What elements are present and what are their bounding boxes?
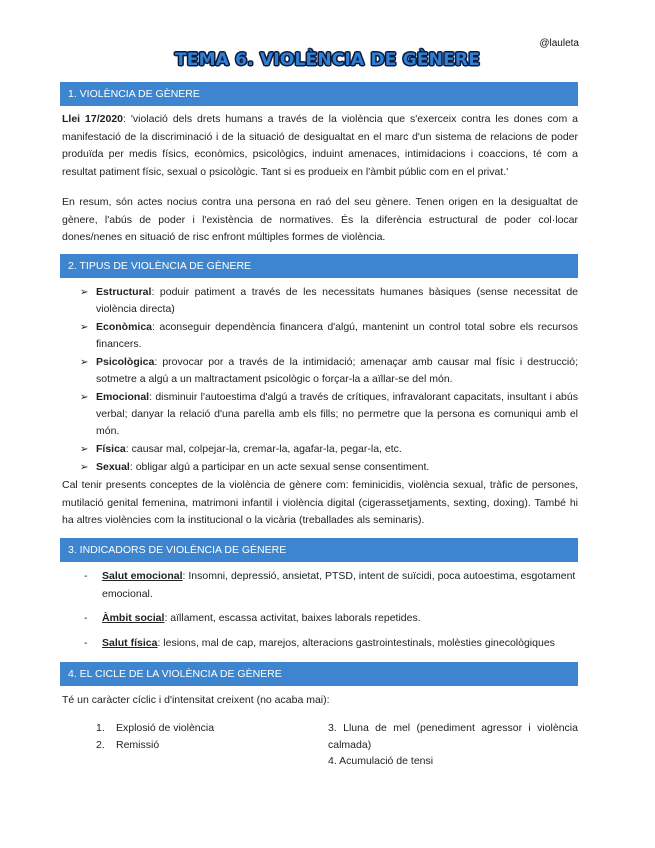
dash-bullet-icon: - <box>84 612 88 624</box>
list-item <box>62 284 578 318</box>
type-term: Estructural <box>96 286 152 298</box>
list-item <box>62 459 578 476</box>
indicator-term: Àmbit social <box>102 612 165 624</box>
indicators-list <box>62 568 578 659</box>
item-number: 2. <box>96 738 105 751</box>
cycle-intro: Té un caràcter cíclic i d'intensitat creixent (no acaba mai): <box>62 694 330 706</box>
cycle-list-left <box>96 720 296 753</box>
arrow-bullet-icon: ➢ <box>80 287 89 298</box>
list-item <box>328 720 578 753</box>
author-handle: @lauleta <box>539 38 579 49</box>
item-number: 4. <box>328 755 337 767</box>
dash-bullet-icon: - <box>84 636 88 649</box>
type-term: Sexual <box>96 460 130 473</box>
list-item <box>328 753 578 770</box>
list-item <box>96 737 296 754</box>
indicator-text: : lesions, mal de cap, marejos, alteracions gastrointestinals, molèsties ginecològiques <box>157 636 555 649</box>
law-definition <box>62 111 578 181</box>
indicator-text: : Insomni, depressió, ansietat, PTSD, intent de suïcidi, poca autoestima, esgotament emocional. <box>102 570 576 600</box>
arrow-bullet-icon: ➢ <box>80 443 89 455</box>
list-item <box>62 635 578 653</box>
indicator-term: Salut física <box>102 636 158 649</box>
arrow-bullet-icon: ➢ <box>80 391 89 403</box>
list-item <box>62 354 578 388</box>
cycle-stage: Acumulació de tensi <box>339 755 434 767</box>
arrow-bullet-icon: ➢ <box>80 356 89 368</box>
section-4-heading: 4. EL CICLE DE LA VIOLÈNCIA DE GÈNERE <box>60 662 578 686</box>
item-number: 3. <box>328 722 337 734</box>
section-3-heading: 3. INDICADORS DE VIOLÈNCIA DE GÈNERE <box>60 538 578 562</box>
cycle-stage: Explosió de violència <box>116 722 215 734</box>
concepts-note: Cal tenir presents conceptes de la violència de gènere com: feminicidis, violència sexual, tràfic de persones, mutilació genital femenina, matrimoni infantil i violència digital (cigerassetjaments, sexting, doxing). També hi ha altres violències com la institucional o la vicària (treballades als seminaris). <box>62 479 578 526</box>
list-item <box>62 389 578 441</box>
type-text: : poduir patiment a través de les necessitats humanes bàsiques (sense necessitat de violència directa) <box>96 286 578 316</box>
list-item <box>62 568 578 603</box>
type-text: : obligar algú a participar en un acte sexual sense consentiment. <box>129 460 430 473</box>
section-2-heading: 2. TIPUS DE VIOLÈNCIA DE GÈNERE <box>60 254 578 278</box>
type-term: Psicològica <box>96 355 155 368</box>
item-number: 1. <box>96 722 105 734</box>
type-term: Emocional <box>96 390 150 403</box>
type-text: : provocar por a través de la intimidació; amenaçar amb causar mal físic i destrucció; sotmetre a algú a un maltractament psicològic o forçar-la a aïllar-se del món. <box>96 355 578 386</box>
type-term: Física <box>96 442 126 455</box>
summary-paragraph: En resum, són actes nocius contra una persona en raó del seu gènere. Tenen origen en la desigualtat de gènere, l'abús de poder i l'existència de normatives. És la diferència estructural de poder col·locar dones/nenes en situació de risc enfront múltiples formes de violència. <box>62 196 578 243</box>
violence-types-list <box>62 284 578 476</box>
type-term: Econòmica <box>96 320 153 333</box>
indicator-term: Salut emocional <box>102 570 183 582</box>
cycle-stage: Lluna de mel (penediment agressor i violència calmada) <box>328 722 578 751</box>
arrow-bullet-icon: ➢ <box>80 321 89 333</box>
cycle-list-right <box>328 720 578 770</box>
cycle-stage: Remissió <box>116 738 160 751</box>
type-text: : disminuir l'autoestima d'algú a través de crítiques, infravalorant capacitats, insultant i abús verbal; danyar la relació d'una parella amb els fills; no permetre que la persona es comuniqui amb el món. <box>96 390 578 438</box>
dash-bullet-icon: - <box>84 570 88 582</box>
type-text: : causar mal, colpejar-la, cremar-la, agafar-la, pegar-la, etc. <box>125 442 402 455</box>
page-title: TEMA 6. VIOLÈNCIA DE GÈNERE <box>174 50 481 70</box>
law-text: : 'violació dels drets humans a través de la violència que s'exerceix contra les dones com a manifestació de la discriminació i de la situació de desigualtat en el marc d'un sistema de relacions de poder produïda per medis físics, econòmics, psicològics, induint amenaces, intimidacions i coaccions, té com a resultat patiment físic, sexual o psicològic. Tant si es produeix en l'àmbit públic com en el privat.' <box>62 113 578 178</box>
arrow-bullet-icon: ➢ <box>80 461 89 473</box>
list-item <box>62 441 578 458</box>
list-item <box>62 610 578 628</box>
type-text: : aconseguir dependència financera d'algú, mantenint un control total sobre els recursos financers. <box>96 320 578 351</box>
law-label: Llei 17/2020 <box>62 113 123 125</box>
indicator-text: : aïllament, escassa activitat, baixes laborals repetides. <box>164 612 421 624</box>
section-1-heading: 1. VIOLÈNCIA DE GÈNERE <box>60 82 578 106</box>
list-item <box>96 720 296 737</box>
list-item <box>62 319 578 353</box>
